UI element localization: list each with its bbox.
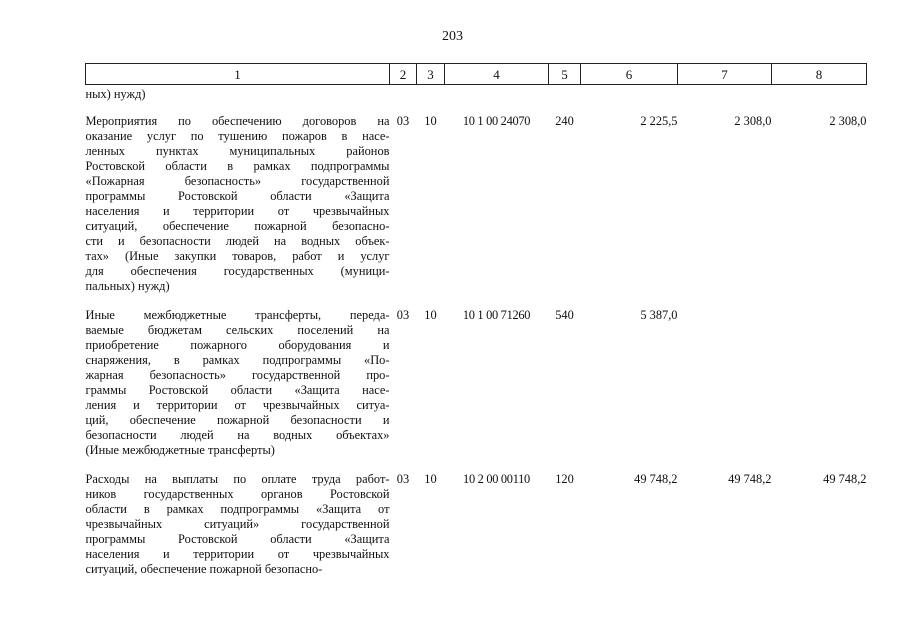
subsection-code: 10 [424, 308, 437, 322]
description-line: сти и безопасности людей на водных объек- [85, 234, 390, 248]
amount-col7 [678, 308, 772, 472]
description-line: Расходы на выплаты по оплате труда работ- [85, 472, 390, 486]
description-line: ваемые бюджетам сельских поселений на [85, 323, 390, 337]
amount-col8: 49 748,2 [823, 472, 867, 486]
continuation-row [86, 85, 867, 115]
page-number: 203 [442, 29, 463, 44]
amount-col6: 5 387,0 [640, 308, 678, 322]
amount-col7: 49 748,2 [728, 472, 772, 486]
header-cell: 6 [581, 64, 678, 85]
amount-col6: 2 225,5 [640, 114, 678, 128]
header-cell: 8 [772, 64, 867, 85]
target-article-code: 10 1 00 71260 [462, 308, 531, 322]
target-article-code: 10 1 00 24070 [462, 114, 531, 128]
header-cell: 1 [86, 64, 390, 85]
amount-col6: 49 748,2 [634, 472, 678, 486]
description-line: ситуаций, обеспечение пожарной безопасно- [85, 562, 323, 576]
description-line: приобретение пожарного оборудования и [85, 338, 390, 352]
row-description [86, 114, 390, 308]
subsection-code: 10 [424, 114, 437, 128]
description-line: для обеспечения государственных (муници- [85, 264, 390, 278]
description-line: Мероприятия по обеспечению договоров на [85, 114, 390, 128]
amount-col7: 2 308,0 [734, 114, 772, 128]
description-line: ленных пунктах муниципальных районов [85, 144, 390, 158]
description-line: населения и территории от чрезвычайных [85, 204, 390, 218]
expense-type-code: 540 [555, 308, 574, 322]
description-line: безопасности людей на водных объектах» [85, 428, 390, 442]
description-line: тах» (Иные закупки товаров, работ и услуг [85, 249, 390, 263]
row-description [86, 308, 390, 472]
description-line: ситуаций, обеспечение пожарной безопасно- [85, 219, 390, 233]
header-row [86, 64, 867, 85]
section-code: 03 [396, 114, 410, 128]
description-line: программы Ростовской области «Защита [85, 189, 390, 203]
description-line: (Иные межбюджетные трансферты) [85, 443, 275, 457]
description-line: области в рамках подпрограммы «Защита от [85, 502, 390, 516]
description-line: ций, обеспечение пожарной безопасности и [85, 413, 390, 427]
description-line: Иные межбюджетные трансферты, переда- [85, 308, 390, 322]
subsection-code: 10 [424, 472, 437, 486]
description-line: граммы Ростовской области «Защита насе- [85, 383, 390, 397]
expense-type-code: 120 [555, 472, 574, 486]
header-cell: 2 [390, 64, 417, 85]
continuation-text: ных) нужд) [85, 87, 146, 101]
section-code: 03 [396, 308, 410, 322]
header-cell: 4 [445, 64, 549, 85]
header-cell: 7 [678, 64, 772, 85]
table-row [86, 114, 867, 308]
description-line: чрезвычайных ситуаций» государственной [85, 517, 390, 531]
budget-table [85, 63, 867, 591]
amount-col8: 2 308,0 [829, 114, 867, 128]
description-line: «Пожарная безопасность» государственной [85, 174, 390, 188]
expense-type-code: 240 [555, 114, 574, 128]
description-line: жарная безопасность» государственной про- [85, 368, 390, 382]
target-article-code: 10 2 00 00110 [463, 472, 530, 486]
header-cell: 3 [417, 64, 445, 85]
description-line: оказание услуг по тушению пожаров в насе- [85, 129, 390, 143]
description-line: пальных) нужд) [85, 279, 170, 293]
amount-col8 [772, 308, 867, 472]
table-row [86, 308, 867, 472]
description-line: ников государственных органов Ростовской [85, 487, 390, 501]
row-description [86, 472, 390, 591]
description-line: Ростовской области в рамках подпрограммы [85, 159, 390, 173]
description-line: населения и территории от чрезвычайных [85, 547, 390, 561]
table-row [86, 472, 867, 591]
description-line: снаряжения, в рамках подпрограммы «По- [85, 353, 390, 367]
header-cell: 5 [549, 64, 581, 85]
description-line: ления и территории от чрезвычайных ситуа- [85, 398, 390, 412]
section-code: 03 [396, 472, 410, 486]
description-line: программы Ростовской области «Защита [85, 532, 390, 546]
